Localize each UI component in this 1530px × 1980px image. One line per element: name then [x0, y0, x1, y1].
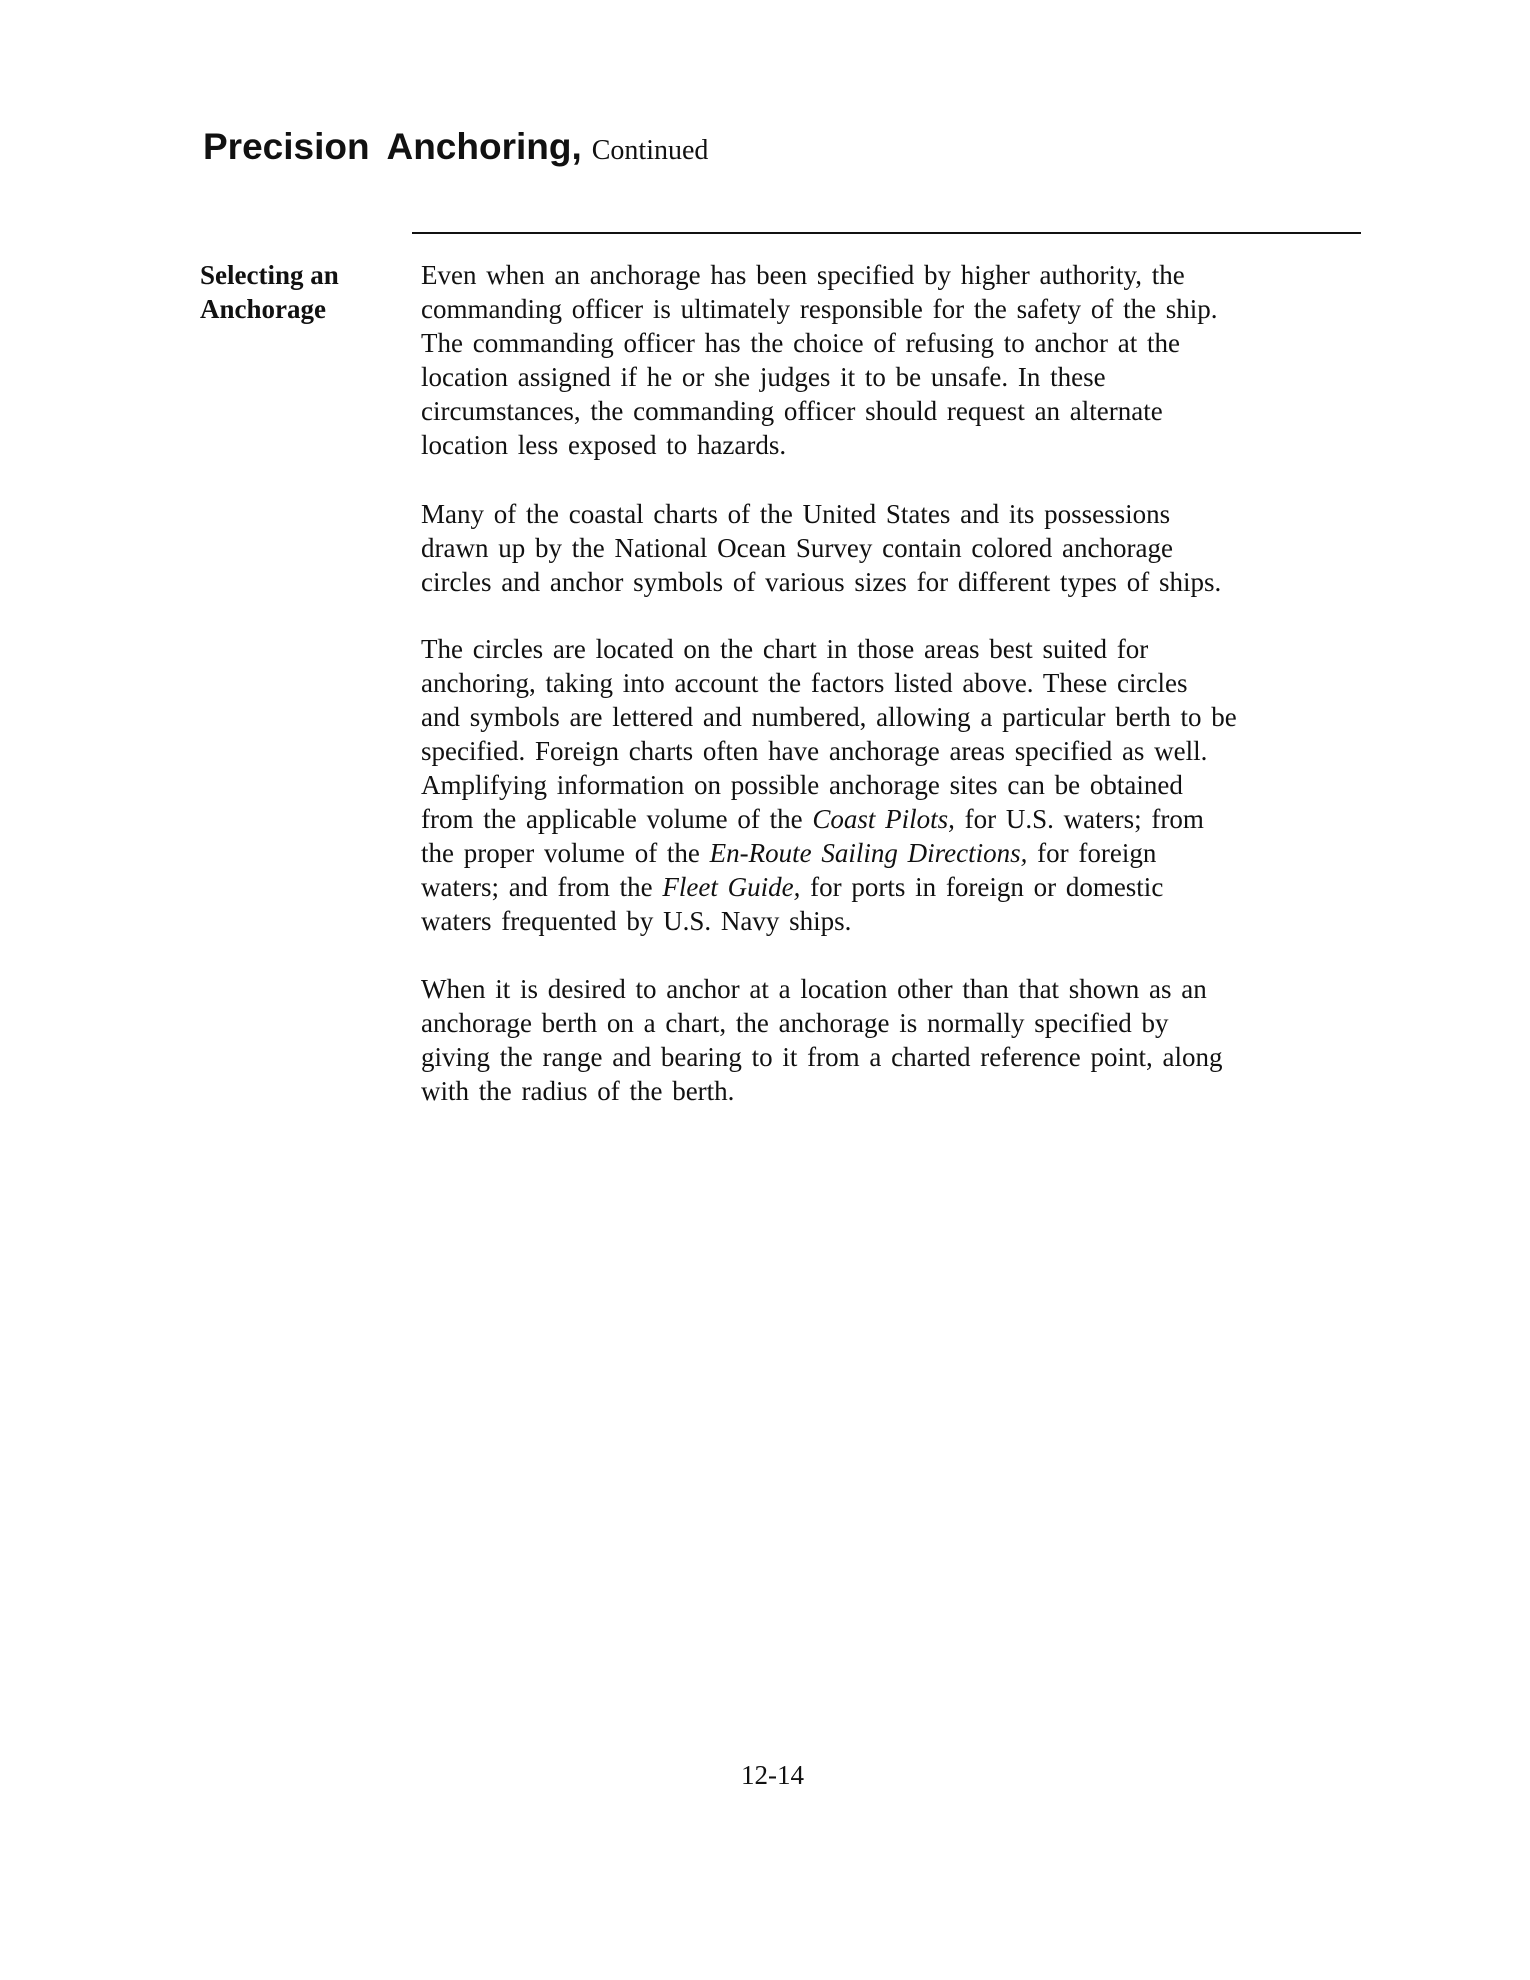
heading-line: Anchorage — [200, 294, 326, 324]
title-continued: Continued — [591, 135, 709, 166]
page-number: 12-14 — [741, 1760, 804, 1790]
text-run: the proper volume of the — [421, 838, 710, 868]
text-line: anchoring, taking into account the factors listed above. These circles — [421, 668, 1188, 698]
text-line: Many of the coastal charts of the United States and its possessions — [421, 499, 1171, 529]
text-line: and symbols are lettered and numbered, allowing a particular berth to be — [421, 702, 1237, 732]
text-line: anchorage berth on a chart, the anchorage is normally specified by — [421, 1008, 1169, 1038]
publication-title: En-Route Sailing Directions, — [709, 838, 1028, 868]
text-line — [421, 802, 1237, 836]
publication-title: Fleet Guide, — [662, 872, 801, 902]
text-line: waters frequented by U.S. Navy ships. — [421, 906, 852, 936]
title-main: Precision Anchoring, — [203, 126, 582, 167]
paragraph-3 — [421, 632, 1237, 938]
paragraph-1 — [421, 258, 1218, 462]
text-line: giving the range and bearing to it from a charted reference point, along — [421, 1042, 1223, 1072]
page-title — [203, 126, 708, 168]
heading-line: Selecting an — [200, 260, 339, 290]
text-line: specified. Foreign charts often have anchorage areas specified as well. — [421, 736, 1208, 766]
text-run: waters; and from the — [421, 872, 663, 902]
text-run: from the applicable volume of the — [421, 804, 813, 834]
paragraph-4 — [421, 972, 1222, 1108]
text-line: location assigned if he or she judges it to be unsafe. In these — [421, 362, 1106, 392]
text-line: Even when an anchorage has been specified by higher authority, the — [421, 260, 1185, 290]
text-line: The commanding officer has the choice of refusing to anchor at the — [421, 328, 1180, 358]
text-line: with the radius of the berth. — [421, 1076, 735, 1106]
text-line: commanding officer is ultimately responsible for the safety of the ship. — [421, 294, 1218, 324]
text-line: circles and anchor symbols of various sizes for different types of ships. — [421, 567, 1222, 597]
text-run: for foreign — [1027, 838, 1157, 868]
text-line: The circles are located on the chart in those areas best suited for — [421, 634, 1149, 664]
text-line: location less exposed to hazards. — [421, 430, 787, 460]
section-divider — [412, 232, 1361, 234]
publication-title: Coast Pilots, — [812, 804, 955, 834]
text-run: for U.S. waters; from — [954, 804, 1204, 834]
text-line — [421, 836, 1237, 870]
section-heading — [200, 258, 339, 326]
text-line — [421, 870, 1237, 904]
text-line: Amplifying information on possible anchorage sites can be obtained — [421, 770, 1183, 800]
text-line: When it is desired to anchor at a location other than that shown as an — [421, 974, 1207, 1004]
text-line: circumstances, the commanding officer should request an alternate — [421, 396, 1163, 426]
text-run: for ports in foreign or domestic — [800, 872, 1164, 902]
paragraph-2 — [421, 497, 1221, 599]
text-line: drawn up by the National Ocean Survey contain colored anchorage — [421, 533, 1173, 563]
